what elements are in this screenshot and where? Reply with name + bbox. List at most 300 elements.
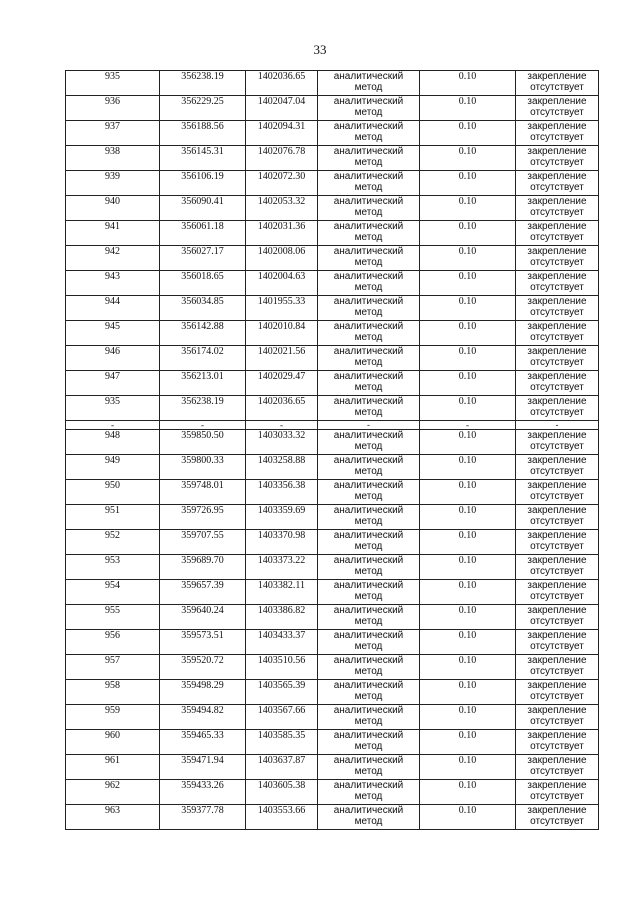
fixation-cell	[516, 705, 599, 730]
method-cell-text: метод	[354, 107, 383, 118]
fixation-cell	[516, 171, 599, 196]
method-cell-text: аналитический	[333, 630, 404, 641]
y-coordinate-cell-text: 1402008.06	[257, 246, 306, 257]
x-coordinate-cell-text: 356238.19	[181, 396, 224, 407]
x-coordinate-cell-text: 359433.26	[181, 780, 224, 791]
method-cell	[318, 755, 420, 780]
table-row	[66, 455, 599, 480]
x-coordinate-cell	[160, 71, 246, 96]
y-coordinate-cell	[246, 455, 318, 480]
method-cell	[318, 246, 420, 271]
point-number-cell	[66, 630, 160, 655]
y-coordinate-cell	[246, 196, 318, 221]
method-cell-text: аналитический	[333, 71, 404, 82]
point-number-cell	[66, 71, 160, 96]
error-cell-text: 0.10	[458, 530, 477, 541]
x-coordinate-cell	[160, 755, 246, 780]
method-cell-text: аналитический	[333, 430, 404, 441]
error-cell-text: 0.10	[458, 271, 477, 282]
method-cell	[318, 221, 420, 246]
method-cell-text: метод	[354, 132, 383, 143]
y-coordinate-cell-text: 1403258.88	[257, 455, 306, 466]
method-cell-text: метод	[354, 541, 383, 552]
table-row	[66, 346, 599, 371]
table-row	[66, 780, 599, 805]
method-cell-text: аналитический	[333, 580, 404, 591]
error-cell-text: 0.10	[458, 580, 477, 591]
point-number-cell	[66, 271, 160, 296]
y-coordinate-cell-text: 1402072.30	[257, 171, 306, 182]
error-cell	[420, 96, 516, 121]
point-number-cell-text: 949	[105, 455, 120, 466]
y-coordinate-cell	[246, 296, 318, 321]
x-coordinate-cell	[160, 196, 246, 221]
method-cell-text: аналитический	[333, 396, 404, 407]
method-cell	[318, 605, 420, 630]
error-cell-text: 0.10	[458, 480, 477, 491]
fixation-cell-text: закрепление	[527, 96, 587, 107]
point-number-cell-text: 961	[105, 755, 120, 766]
point-number-cell-text: 938	[105, 146, 120, 157]
table-body	[66, 71, 599, 830]
point-number-cell	[66, 780, 160, 805]
fixation-cell-text: отсутствует	[530, 182, 584, 193]
x-coordinate-cell	[160, 321, 246, 346]
point-number-cell-text: 955	[105, 605, 120, 616]
point-number-cell-text: 962	[105, 780, 120, 791]
method-cell-text: аналитический	[333, 480, 404, 491]
point-number-cell	[66, 396, 160, 421]
y-coordinate-cell	[246, 221, 318, 246]
point-number-cell	[66, 296, 160, 321]
error-cell-text: 0.10	[458, 680, 477, 691]
fixation-cell-text: закрепление	[527, 705, 587, 716]
point-number-cell-text: 945	[105, 321, 120, 332]
y-coordinate-cell	[246, 271, 318, 296]
x-coordinate-cell-text: 359689.70	[181, 555, 224, 566]
error-cell-text: 0.10	[458, 396, 477, 407]
method-cell-text: метод	[354, 257, 383, 268]
table-row	[66, 555, 599, 580]
y-coordinate-cell-text: 1403553.66	[257, 805, 306, 816]
y-coordinate-cell-text: 1402031.36	[257, 221, 306, 232]
fixation-cell	[516, 246, 599, 271]
method-cell-text: аналитический	[333, 371, 404, 382]
fixation-cell	[516, 755, 599, 780]
point-number-cell	[66, 430, 160, 455]
x-coordinate-cell	[160, 371, 246, 396]
fixation-cell-text: отсутствует	[530, 466, 584, 477]
method-cell	[318, 580, 420, 605]
fixation-cell-text: отсутствует	[530, 107, 584, 118]
y-coordinate-cell	[246, 121, 318, 146]
x-coordinate-cell	[160, 680, 246, 705]
point-number-cell-text: 948	[105, 430, 120, 441]
x-coordinate-cell	[160, 246, 246, 271]
fixation-cell-text: отсутствует	[530, 382, 584, 393]
error-cell	[420, 780, 516, 805]
y-coordinate-cell-text: 1403033.32	[257, 430, 306, 441]
point-number-cell-text: 953	[105, 555, 120, 566]
point-number-cell-text: -	[111, 420, 114, 430]
fixation-cell-text: закрепление	[527, 505, 587, 516]
point-number-cell-text: 943	[105, 271, 120, 282]
point-number-cell	[66, 655, 160, 680]
method-cell-text: метод	[354, 491, 383, 502]
x-coordinate-cell-text: 359573.51	[181, 630, 224, 641]
fixation-cell-text: отсутствует	[530, 232, 584, 243]
error-cell	[420, 505, 516, 530]
fixation-cell-text: закрепление	[527, 530, 587, 541]
x-coordinate-cell-text: 356027.17	[181, 246, 224, 257]
x-coordinate-cell-text: 356188.56	[181, 121, 224, 132]
error-cell	[420, 605, 516, 630]
table-row	[66, 655, 599, 680]
method-cell-text: аналитический	[333, 555, 404, 566]
method-cell-text: метод	[354, 641, 383, 652]
error-cell-text: 0.10	[458, 246, 477, 257]
point-number-cell-text: 958	[105, 680, 120, 691]
fixation-cell-text: отсутствует	[530, 791, 584, 802]
x-coordinate-cell-text: 356213.01	[181, 371, 224, 382]
coordinates-table	[65, 70, 599, 830]
x-coordinate-cell-text: 359800.33	[181, 455, 224, 466]
point-number-cell	[66, 221, 160, 246]
point-number-cell	[66, 505, 160, 530]
fixation-cell-text: отсутствует	[530, 157, 584, 168]
fixation-cell-text: отсутствует	[530, 541, 584, 552]
y-coordinate-cell	[246, 555, 318, 580]
method-cell-text: метод	[354, 307, 383, 318]
method-cell-text: аналитический	[333, 346, 404, 357]
error-cell-text: 0.10	[458, 780, 477, 791]
x-coordinate-cell	[160, 655, 246, 680]
y-coordinate-cell	[246, 680, 318, 705]
error-cell	[420, 630, 516, 655]
x-coordinate-cell-text: 356238.19	[181, 71, 224, 82]
fixation-cell	[516, 505, 599, 530]
method-cell-text: метод	[354, 691, 383, 702]
point-number-cell-text: 960	[105, 730, 120, 741]
fixation-cell-text: закрепление	[527, 346, 587, 357]
method-cell	[318, 430, 420, 455]
error-cell	[420, 480, 516, 505]
fixation-cell	[516, 730, 599, 755]
y-coordinate-cell	[246, 430, 318, 455]
fixation-cell-text: отсутствует	[530, 407, 584, 418]
point-number-cell-text: 954	[105, 580, 120, 591]
point-number-cell-text: 942	[105, 246, 120, 257]
fixation-cell	[516, 805, 599, 830]
error-cell-text: 0.10	[458, 296, 477, 307]
fixation-cell-text: закрепление	[527, 655, 587, 666]
fixation-cell-text: отсутствует	[530, 441, 584, 452]
method-cell-text: аналитический	[333, 805, 404, 816]
fixation-cell-text: закрепление	[527, 480, 587, 491]
fixation-cell	[516, 371, 599, 396]
x-coordinate-cell-text: 356142.88	[181, 321, 224, 332]
method-cell-text: метод	[354, 516, 383, 527]
point-number-cell	[66, 321, 160, 346]
point-number-cell	[66, 196, 160, 221]
page-number: 33	[313, 42, 327, 57]
x-coordinate-cell-text: 356174.02	[181, 346, 224, 357]
fixation-cell-text: отсутствует	[530, 307, 584, 318]
table-row	[66, 221, 599, 246]
fixation-cell	[516, 121, 599, 146]
method-cell	[318, 530, 420, 555]
point-number-cell	[66, 146, 160, 171]
method-cell	[318, 196, 420, 221]
x-coordinate-cell	[160, 480, 246, 505]
x-coordinate-cell	[160, 530, 246, 555]
x-coordinate-cell	[160, 730, 246, 755]
fixation-cell-text: закрепление	[527, 396, 587, 407]
point-number-cell-text: 950	[105, 480, 120, 491]
fixation-cell-text: отсутствует	[530, 357, 584, 368]
fixation-cell-text: отсутствует	[530, 741, 584, 752]
y-coordinate-cell	[246, 96, 318, 121]
x-coordinate-cell-text: 359850.50	[181, 430, 224, 441]
y-coordinate-cell	[246, 730, 318, 755]
method-cell-text: метод	[354, 282, 383, 293]
method-cell-text: метод	[354, 182, 383, 193]
fixation-cell-text: закрепление	[527, 71, 587, 82]
method-cell	[318, 371, 420, 396]
method-cell-text: метод	[354, 791, 383, 802]
table-row	[66, 480, 599, 505]
point-number-cell-text: 935	[105, 71, 120, 82]
error-cell-text: 0.10	[458, 555, 477, 566]
point-number-cell	[66, 121, 160, 146]
point-number-cell-text: 952	[105, 530, 120, 541]
y-coordinate-cell	[246, 371, 318, 396]
fixation-cell-text: закрепление	[527, 146, 587, 157]
method-cell-text: аналитический	[333, 96, 404, 107]
table-row	[66, 371, 599, 396]
error-cell-text: 0.10	[458, 430, 477, 441]
x-coordinate-cell-text: 359471.94	[181, 755, 224, 766]
method-cell-text: аналитический	[333, 321, 404, 332]
y-coordinate-cell-text: 1403585.35	[257, 730, 306, 741]
error-cell	[420, 455, 516, 480]
fixation-cell-text: -	[555, 420, 559, 430]
method-cell	[318, 805, 420, 830]
x-coordinate-cell-text: 359498.29	[181, 680, 224, 691]
x-coordinate-cell-text: 359748.01	[181, 480, 224, 491]
x-coordinate-cell	[160, 421, 246, 430]
fixation-cell	[516, 421, 599, 430]
point-number-cell	[66, 421, 160, 430]
x-coordinate-cell	[160, 630, 246, 655]
method-cell-text: аналитический	[333, 755, 404, 766]
method-cell-text: метод	[354, 382, 383, 393]
table-row	[66, 580, 599, 605]
fixation-cell-text: отсутствует	[530, 207, 584, 218]
x-coordinate-cell-text: 356018.65	[181, 271, 224, 282]
point-number-cell	[66, 805, 160, 830]
fixation-cell-text: закрепление	[527, 630, 587, 641]
y-coordinate-cell	[246, 630, 318, 655]
method-cell-text: аналитический	[333, 780, 404, 791]
fixation-cell	[516, 321, 599, 346]
error-cell-text: 0.10	[458, 371, 477, 382]
y-coordinate-cell	[246, 421, 318, 430]
fixation-cell-text: закрепление	[527, 605, 587, 616]
method-cell-text: метод	[354, 741, 383, 752]
y-coordinate-cell-text: 1402029.47	[257, 371, 306, 382]
y-coordinate-cell-text: 1403370.98	[257, 530, 306, 541]
x-coordinate-cell	[160, 346, 246, 371]
method-cell-text: метод	[354, 766, 383, 777]
fixation-cell-text: закрепление	[527, 555, 587, 566]
table-row	[66, 755, 599, 780]
error-cell-text: 0.10	[458, 805, 477, 816]
point-number-cell	[66, 730, 160, 755]
table-row	[66, 246, 599, 271]
error-cell	[420, 121, 516, 146]
table-row	[66, 705, 599, 730]
fixation-cell	[516, 580, 599, 605]
method-cell-text: аналитический	[333, 730, 404, 741]
y-coordinate-cell-text: 1402036.65	[257, 396, 306, 407]
separator-row	[66, 421, 599, 430]
x-coordinate-cell	[160, 171, 246, 196]
method-cell-text: метод	[354, 666, 383, 677]
error-cell	[420, 580, 516, 605]
y-coordinate-cell	[246, 396, 318, 421]
error-cell-text: 0.10	[458, 755, 477, 766]
y-coordinate-cell	[246, 780, 318, 805]
fixation-cell-text: закрепление	[527, 755, 587, 766]
point-number-cell-text: 940	[105, 196, 120, 207]
x-coordinate-cell-text: 356034.85	[181, 296, 224, 307]
method-cell	[318, 655, 420, 680]
method-cell	[318, 730, 420, 755]
x-coordinate-cell	[160, 805, 246, 830]
error-cell-text: 0.10	[458, 455, 477, 466]
error-cell-text: 0.10	[458, 171, 477, 182]
y-coordinate-cell	[246, 71, 318, 96]
x-coordinate-cell-text: 359640.24	[181, 605, 224, 616]
table-row	[66, 196, 599, 221]
x-coordinate-cell-text: 356090.41	[181, 196, 224, 207]
fixation-cell-text: закрепление	[527, 271, 587, 282]
fixation-cell-text: отсутствует	[530, 566, 584, 577]
method-cell	[318, 455, 420, 480]
point-number-cell	[66, 455, 160, 480]
method-cell	[318, 346, 420, 371]
y-coordinate-cell-text: 1403637.87	[257, 755, 306, 766]
table-row	[66, 71, 599, 96]
table-row	[66, 171, 599, 196]
x-coordinate-cell	[160, 146, 246, 171]
fixation-cell-text: отсутствует	[530, 666, 584, 677]
fixation-cell	[516, 530, 599, 555]
error-cell-text: 0.10	[458, 71, 477, 82]
point-number-cell-text: 956	[105, 630, 120, 641]
fixation-cell-text: закрепление	[527, 805, 587, 816]
method-cell-text: метод	[354, 716, 383, 727]
fixation-cell-text: закрепление	[527, 246, 587, 257]
fixation-cell-text: отсутствует	[530, 82, 584, 93]
fixation-cell-text: отсутствует	[530, 641, 584, 652]
fixation-cell	[516, 655, 599, 680]
error-cell-text: 0.10	[458, 605, 477, 616]
y-coordinate-cell	[246, 171, 318, 196]
point-number-cell	[66, 371, 160, 396]
table-row	[66, 630, 599, 655]
y-coordinate-cell	[246, 530, 318, 555]
method-cell-text: метод	[354, 357, 383, 368]
y-coordinate-cell-text: -	[280, 420, 283, 430]
point-number-cell	[66, 705, 160, 730]
fixation-cell	[516, 196, 599, 221]
table-row	[66, 396, 599, 421]
method-cell	[318, 396, 420, 421]
method-cell-text: аналитический	[333, 146, 404, 157]
error-cell-text: 0.10	[458, 346, 477, 357]
y-coordinate-cell	[246, 580, 318, 605]
y-coordinate-cell	[246, 705, 318, 730]
method-cell-text: аналитический	[333, 296, 404, 307]
fixation-cell	[516, 396, 599, 421]
y-coordinate-cell-text: 1402094.31	[257, 121, 306, 132]
y-coordinate-cell-text: 1403565.39	[257, 680, 306, 691]
table-row	[66, 430, 599, 455]
error-cell	[420, 146, 516, 171]
point-number-cell-text: 951	[105, 505, 120, 516]
y-coordinate-cell-text: 1403356.38	[257, 480, 306, 491]
point-number-cell	[66, 680, 160, 705]
fixation-cell-text: отсутствует	[530, 716, 584, 727]
fixation-cell	[516, 96, 599, 121]
y-coordinate-cell	[246, 346, 318, 371]
y-coordinate-cell	[246, 321, 318, 346]
table-row	[66, 296, 599, 321]
x-coordinate-cell	[160, 271, 246, 296]
fixation-cell-text: закрепление	[527, 371, 587, 382]
fixation-cell-text: закрепление	[527, 455, 587, 466]
x-coordinate-cell	[160, 430, 246, 455]
point-number-cell-text: 936	[105, 96, 120, 107]
point-number-cell	[66, 555, 160, 580]
y-coordinate-cell-text: 1402047.04	[257, 96, 306, 107]
method-cell	[318, 296, 420, 321]
error-cell	[420, 655, 516, 680]
point-number-cell	[66, 530, 160, 555]
point-number-cell	[66, 171, 160, 196]
point-number-cell	[66, 605, 160, 630]
table-row	[66, 730, 599, 755]
method-cell-text: аналитический	[333, 121, 404, 132]
point-number-cell	[66, 246, 160, 271]
point-number-cell-text: 937	[105, 121, 120, 132]
y-coordinate-cell	[246, 505, 318, 530]
point-number-cell-text: 957	[105, 655, 120, 666]
x-coordinate-cell	[160, 555, 246, 580]
fixation-cell	[516, 271, 599, 296]
table-row	[66, 96, 599, 121]
fixation-cell	[516, 346, 599, 371]
x-coordinate-cell	[160, 121, 246, 146]
y-coordinate-cell-text: 1402053.32	[257, 196, 306, 207]
error-cell-text: 0.10	[458, 321, 477, 332]
fixation-cell	[516, 605, 599, 630]
error-cell	[420, 221, 516, 246]
error-cell	[420, 71, 516, 96]
fixation-cell	[516, 430, 599, 455]
